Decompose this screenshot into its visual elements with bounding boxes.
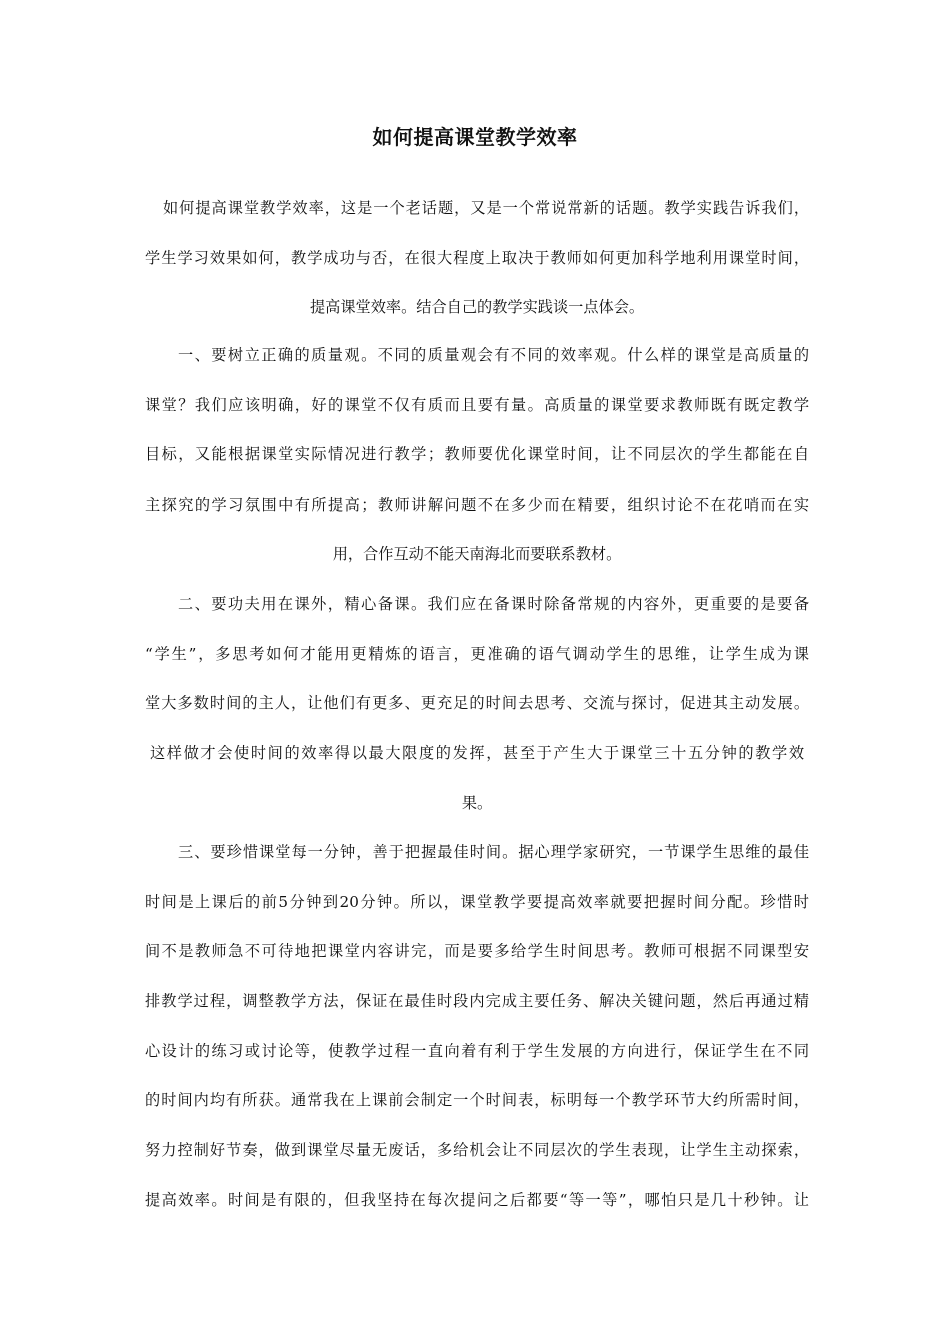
- paragraph-line: 目标，又能根据课堂实际情况进行教学；教师要优化课堂时间，让不同层次的学生都能在自: [145, 445, 809, 463]
- paragraph-line: 提高效率。时间是有限的，但我坚持在每次提问之后都要“等一等”，哪怕只是几十秒钟。让: [145, 1191, 809, 1209]
- paragraph-line: 如何提高课堂教学效率，这是一个老话题，又是一个常说常新的话题。教学实践告诉我们，: [163, 199, 809, 217]
- paragraph-line: 这样做才会使时间的效率得以最大限度的发挥，甚至于产生大于课堂三十五分钟的教学效: [150, 744, 804, 762]
- paragraph-line: 心设计的练习或讨论等，使教学过程一直向着有利于学生发展的方向进行，保证学生在不同: [145, 1042, 809, 1060]
- paragraph-line: 果。: [461, 794, 493, 812]
- paragraph-line: 的时间内均有所获。通常我在上课前会制定一个时间表，标明每一个教学环节大约所需时间，: [145, 1091, 809, 1109]
- paragraph-line: 二、要功夫用在课外，精心备课。我们应在备课时除备常规的内容外，更重要的是要备: [178, 595, 809, 613]
- paragraph-line: “学生”，多思考如何才能用更精炼的语言，更准确的语气调动学生的思维，让学生成为课: [145, 645, 809, 663]
- paragraph-line: 努力控制好节奏，做到课堂尽量无废话，多给机会让不同层次的学生表现，让学生主动探索，: [145, 1141, 809, 1159]
- document-title: 如何提高课堂教学效率: [372, 125, 578, 149]
- paragraph-line: 课堂？我们应该明确，好的课堂不仅有质而且要有量。高质量的课堂要求教师既有既定教学: [145, 396, 809, 414]
- paragraph-line: 用，合作互动不能天南海北而要联系教材。: [332, 545, 622, 563]
- paragraph-line: 学生学习效果如何，教学成功与否，在很大程度上取决于教师如何更加科学地利用课堂时间，: [145, 249, 809, 267]
- paragraph-line: 一、要树立正确的质量观。不同的质量观会有不同的效率观。什么样的课堂是高质量的: [178, 346, 809, 364]
- paragraph-line: 提高课堂效率。结合自己的教学实践谈一点体会。: [309, 298, 645, 316]
- paragraph-line: 间不是教师急不可待地把课堂内容讲完，而是要多给学生时间思考。教师可根据不同课型安: [145, 942, 809, 960]
- paragraph-line: 堂大多数时间的主人，让他们有更多、更充足的时间去思考、交流与探讨，促进其主动发展。: [145, 694, 809, 712]
- paragraph-line: 三、要珍惜课堂每一分钟，善于把握最佳时间。据心理学家研究，一节课学生思维的最佳: [178, 843, 809, 861]
- paragraph-line: 排教学过程，调整教学方法，保证在最佳时段内完成主要任务、解决关键问题，然后再通过精: [145, 992, 809, 1010]
- paragraph-line: 时间是上课后的前5分钟到20分钟。所以，课堂教学要提高效率就要把握时间分配。珍惜时: [145, 893, 809, 911]
- paragraph-line: 主探究的学习氛围中有所提高；教师讲解问题不在多少而在精要，组织讨论不在花哨而在实: [145, 496, 809, 514]
